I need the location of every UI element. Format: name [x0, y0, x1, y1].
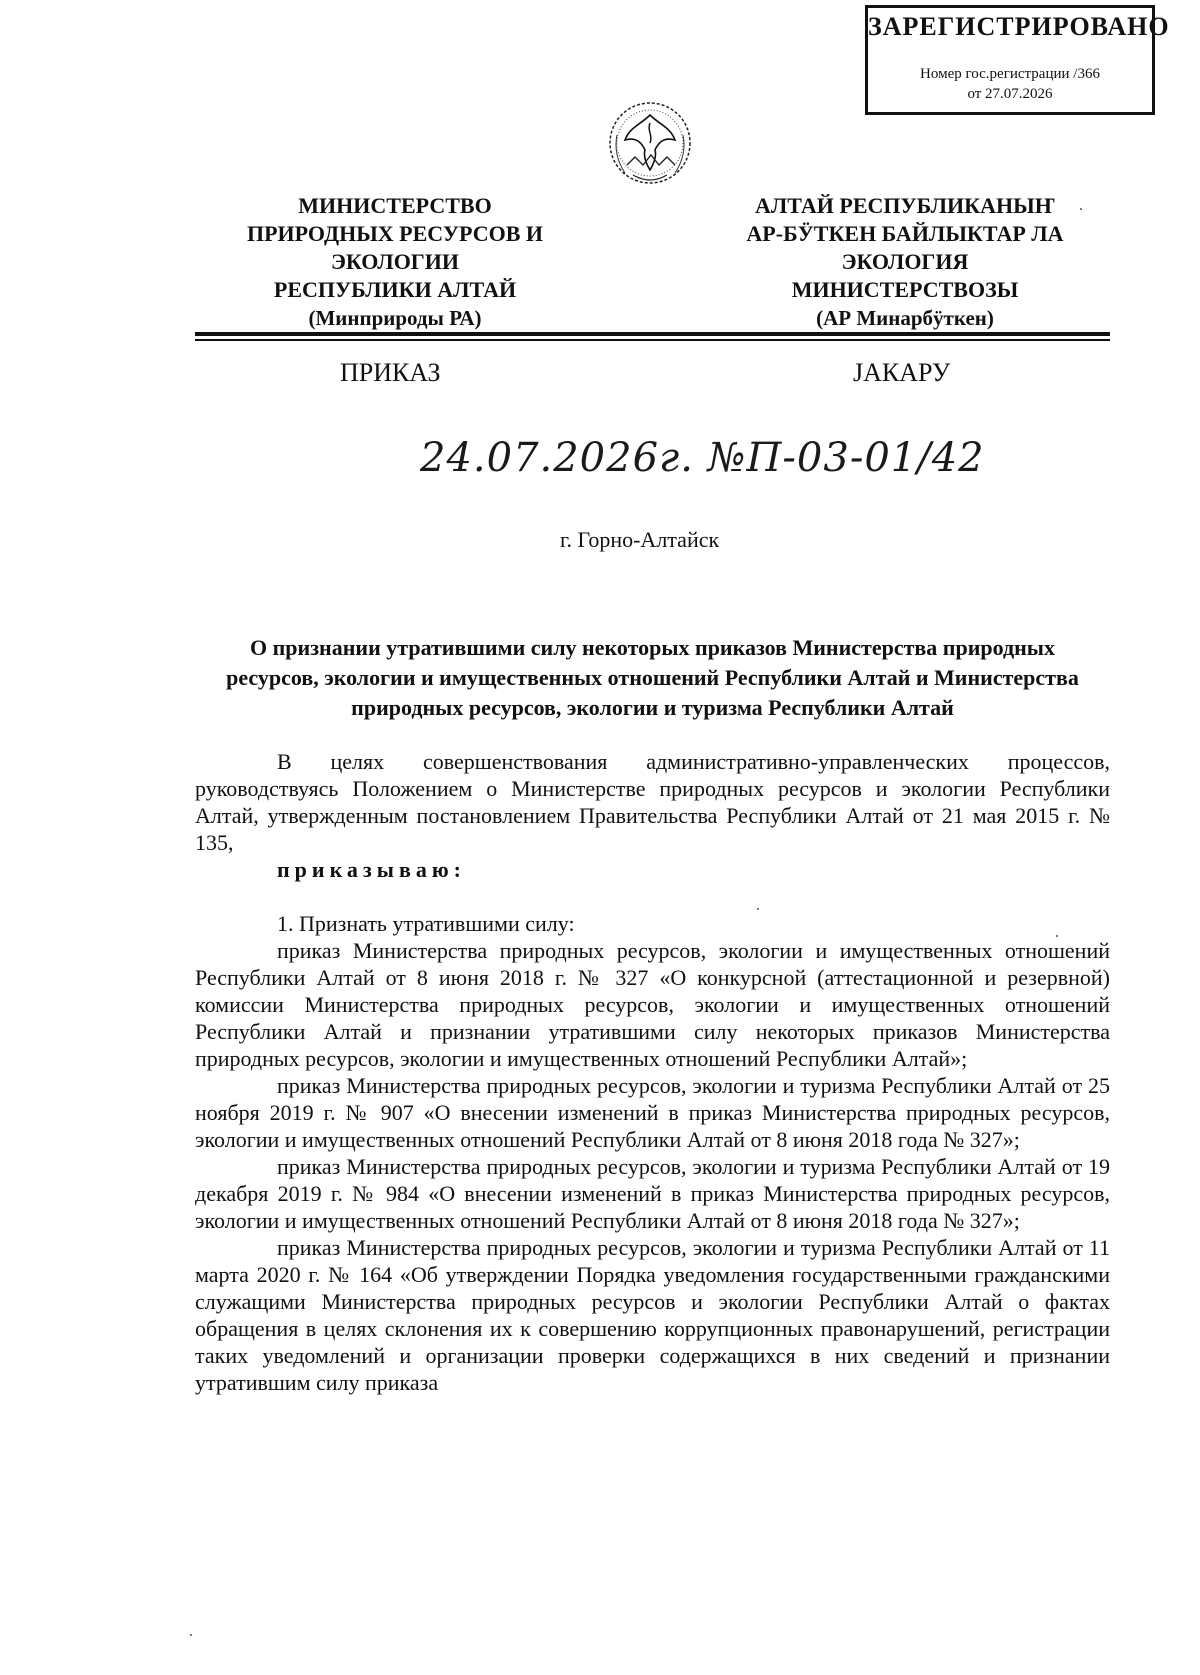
ministry-ru-line3: РЕСПУБЛИКИ АЛТАЙ [273, 277, 517, 302]
registration-stamp [865, 5, 1170, 115]
item1-heading: 1. Признать утратившими силу: [277, 911, 575, 936]
title-line3: природных ресурсов, экологии и туризма Республики Алтай [351, 695, 954, 720]
document-body [195, 748, 1110, 1396]
ministry-ru-line2: ПРИРОДНЫХ РЕСУРСОВ И ЭКОЛОГИИ [246, 221, 544, 274]
ministry-alt-line2: АР-БӰТКЕН БАЙЛЫКТАР ЛА ЭКОЛОГИЯ [746, 221, 1064, 274]
header-divider-thin [195, 339, 1110, 341]
stamp-reg-date: от 27.07.2026 [967, 86, 1053, 102]
item1-paragraph-d: приказ Министерства природных ресурсов, экологии и туризма Республики Алтай от 11 марта 2020 г. № 164 «Об утверждении Порядка уведомления государственными гражданскими служащими Министерства природных ресурсов и экологии Республики Алтай о фактах обращения в целях склонения их к совершению коррупционных правонарушений, регистрации таких уведомлений и организации проверки содержащихся в них сведений и признании утратившим силу приказа [195, 1235, 1110, 1395]
handwritten-date-number: 24.07.2026г. №П-03-01/42 [420, 435, 985, 481]
ministry-alt-abbr: (АР Минарбӱткен) [816, 306, 994, 330]
ministry-ru-abbr: (Минприроды РА) [308, 306, 482, 330]
stamp-title: ЗАРЕГИСТРИРОВАНО [868, 12, 1170, 41]
item1-paragraph-c: приказ Министерства природных ресурсов, экологии и туризма Республики Алтай от 19 декабря 2019 г. № 984 «О внесении изменений в приказ Министерства природных ресурсов, экологии и имущественных отношений Республики Алтай от 8 июня 2018 года № 327»; [195, 1154, 1110, 1233]
ministry-name-russian [195, 192, 595, 332]
ministry-alt-line3: МИНИСТЕРСТВОЗЫ [791, 277, 1019, 302]
document-title [195, 633, 1110, 723]
scan-speck [1056, 935, 1058, 937]
scan-speck [190, 1634, 192, 1636]
title-line1: О признании утратившими силу некоторых приказов Министерства природных [250, 635, 1055, 660]
city: г. Горно-Алтайск [560, 527, 720, 552]
order-label-altai: ЈАКАРУ [853, 358, 951, 387]
ministry-name-altai [690, 192, 1120, 332]
decree-word: приказываю: [277, 857, 466, 882]
scan-speck [757, 908, 759, 910]
item1-paragraph-a: приказ Министерства природных ресурсов, экологии и имущественных отношений Республики Алтай от 8 июня 2018 г. № 327 «О конкурсной (аттестационной и резервной) комиссии Министерства природных ресурсов, экологии и имущественных отношений Республики Алтай и признании утратившими силу некоторых приказов Министерства природных ресурсов, экологии и имущественных отношений Республики Алтай»; [195, 938, 1110, 1071]
stamp-reg-number: Номер гос.регистрации /366 [920, 66, 1100, 82]
header-divider-thick [195, 332, 1110, 336]
preamble-paragraph: В целях совершенствования административно-управленческих процессов, руководствуясь Положением о Министерстве природных ресурсов и экологии Республики Алтай, утвержденным постановлением Правительства Республики Алтай от 21 мая 2015 г. № 135, [195, 749, 1110, 855]
order-label-russian: ПРИКАЗ [340, 358, 441, 387]
coat-of-arms-icon [605, 95, 695, 195]
scan-speck [1080, 208, 1082, 210]
ministry-ru-line1: МИНИСТЕРСТВО [298, 193, 492, 218]
title-line2: ресурсов, экологии и имущественных отношений Республики Алтай и Министерства [226, 665, 1079, 690]
item1-paragraph-b: приказ Министерства природных ресурсов, экологии и туризма Республики Алтай от 25 ноября 2019 г. № 907 «О внесении изменений в приказ Министерства природных ресурсов, экологии и имущественных отношений Республики Алтай от 8 июня 2018 года № 327»; [195, 1073, 1110, 1152]
ministry-alt-line1: АЛТАЙ РЕСПУБЛИКАНЫҤ [755, 193, 1055, 218]
